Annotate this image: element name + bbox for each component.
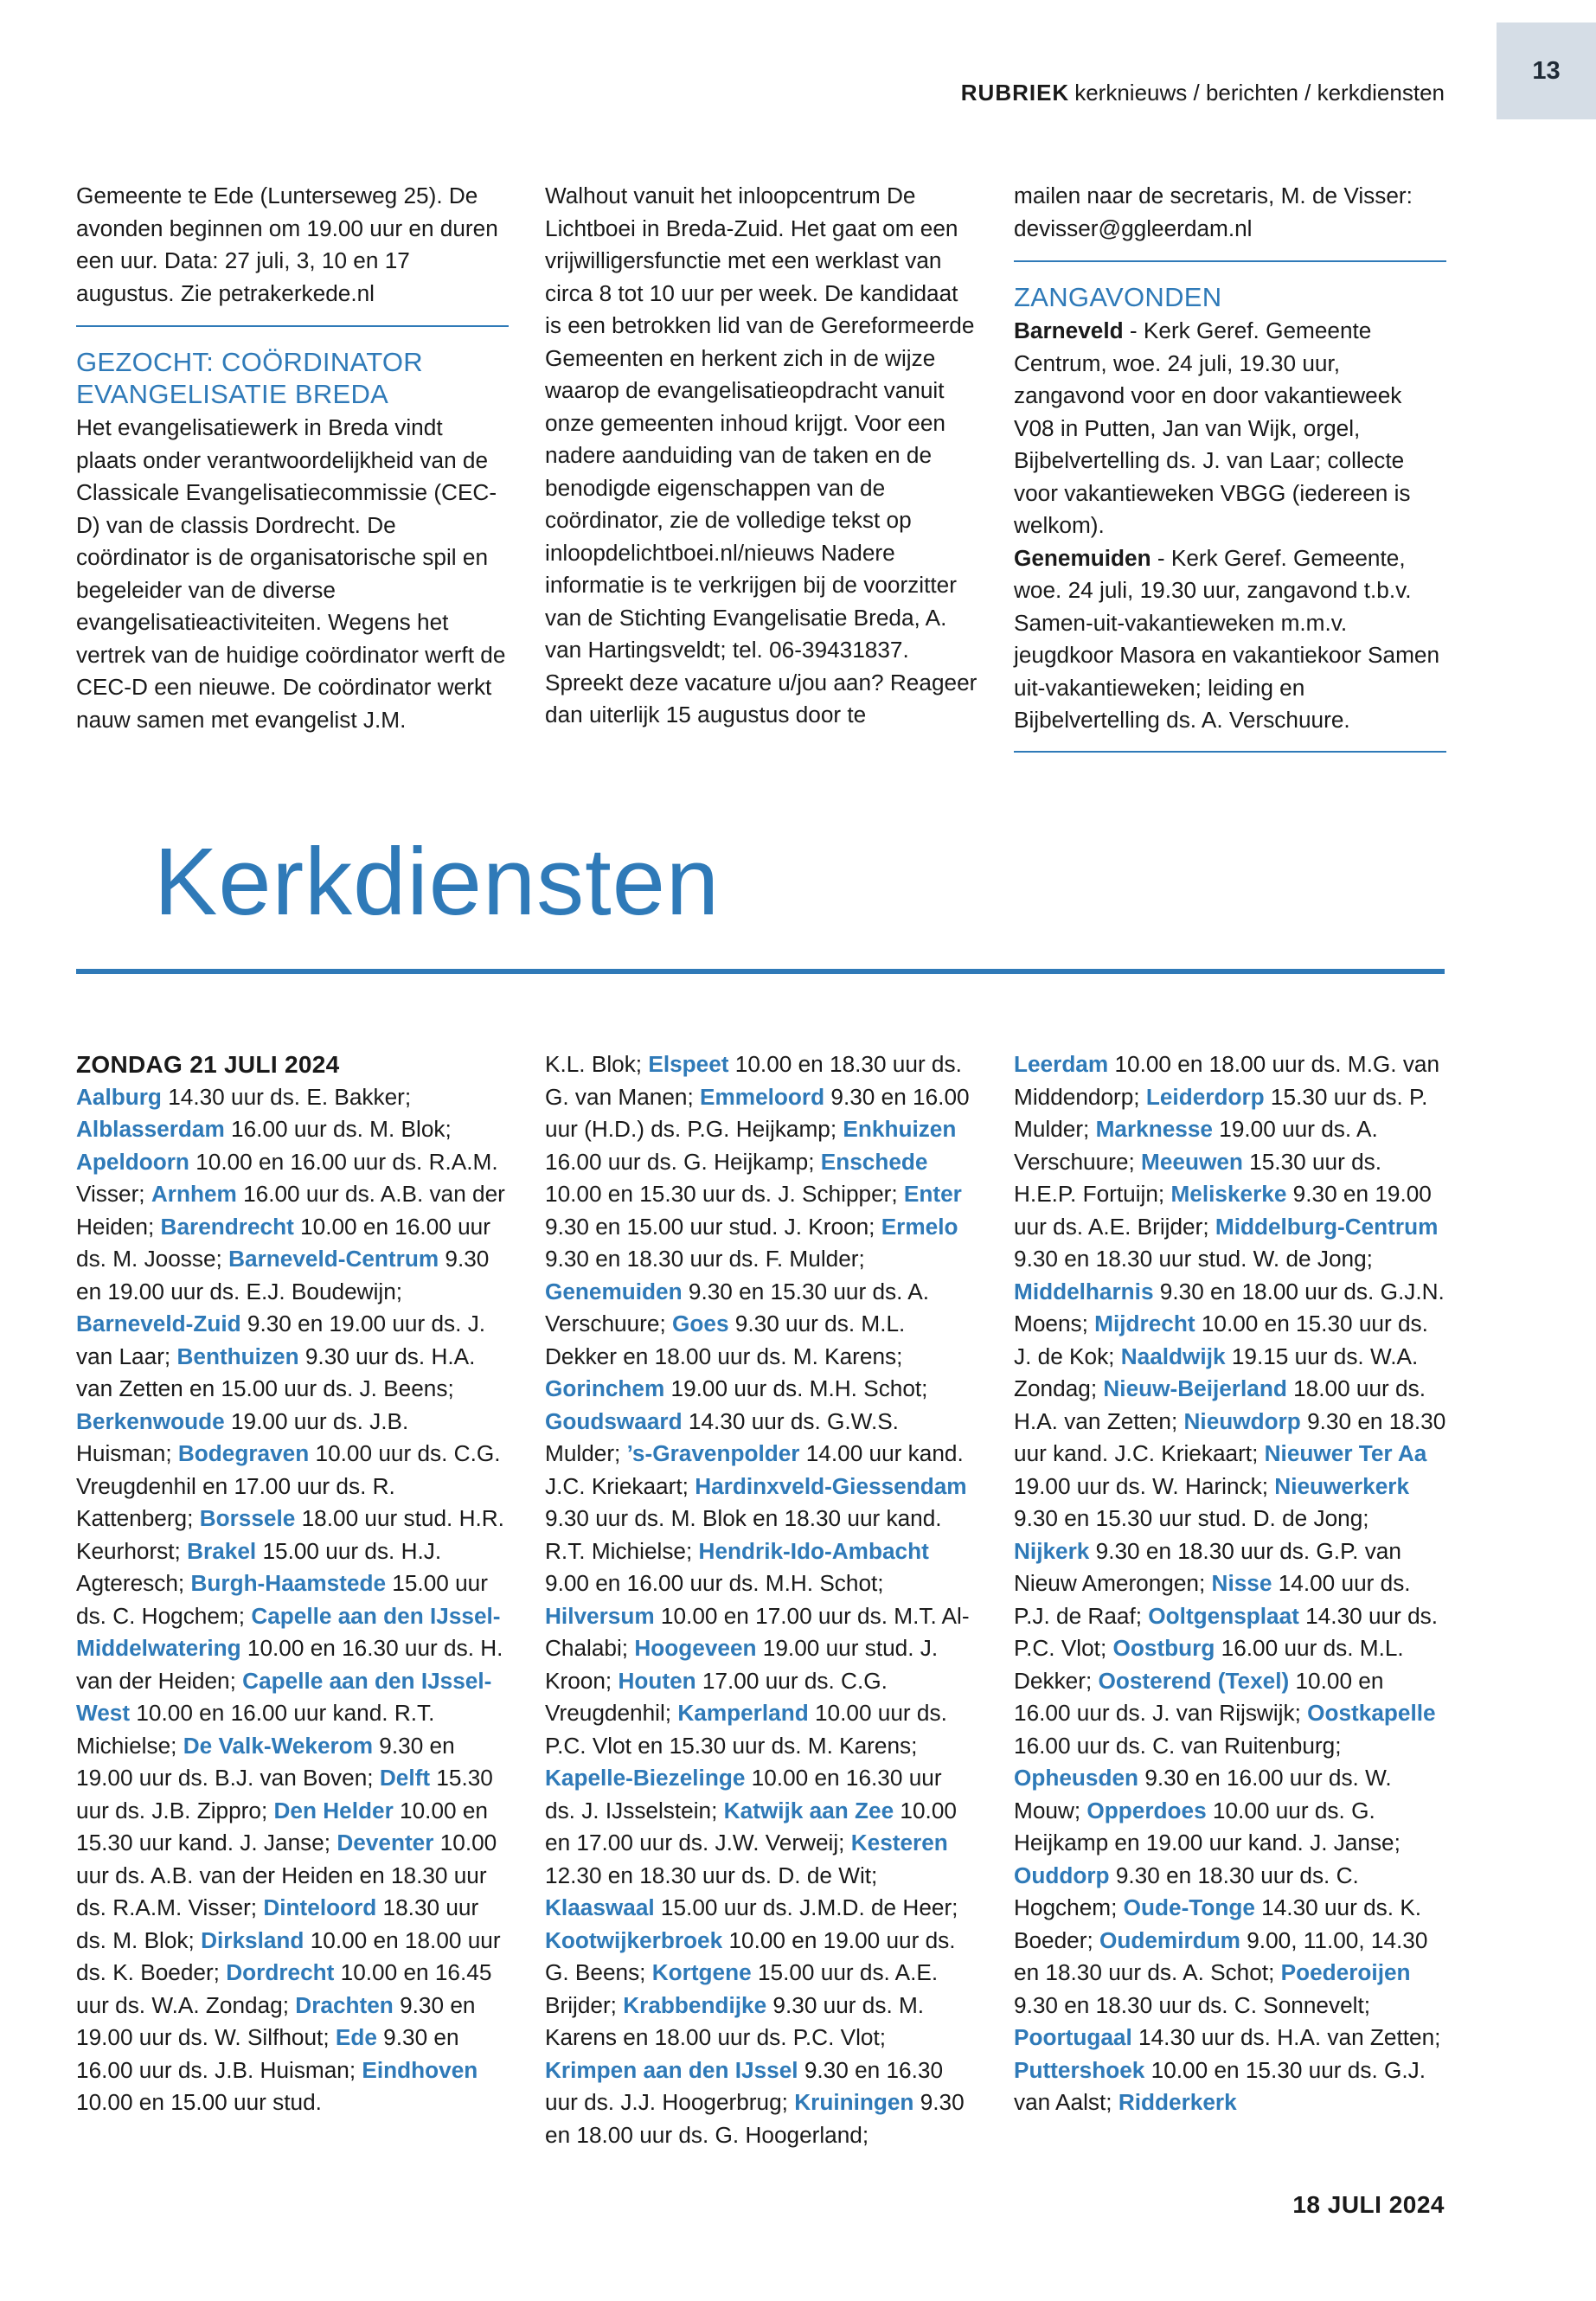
service-details: 14.30 uur ds. P.C. Vlot;	[1014, 1602, 1439, 1661]
top-column-3	[1014, 180, 1446, 737]
service-details: 10.00 en 15.00 uur stud.	[76, 2089, 322, 2115]
service-details: 14.30 uur ds. H.A. van Zetten;	[1131, 2024, 1441, 2050]
church-place: Opperdoes	[1086, 1797, 1207, 1823]
service-details: 19.15 uur ds. W.A. Zondag;	[1014, 1343, 1419, 1401]
church-place: Klaaswaal	[545, 1894, 655, 1920]
gezocht-body-part1: Het evangelisatiewerk in Breda vindt plaats onder verantwoordelijkheid van de Classicale Evangelisatiecommissie (CEC-D) van de classis Dordrecht. De coördinator is de organisatorische spil en begeleider van de diverse evangelisatieactiviteiten. Wegens het vertrek van de huidige coördinator werft de CEC-D een nieuwe. De coördinator werkt nauw samen met evangelist J.M.	[76, 414, 506, 733]
church-place: Hardinxveld-Giessendam	[695, 1472, 967, 1499]
church-place: Kruiningen	[794, 2089, 914, 2115]
service-details: 10.00 uur ds. P.C. Vlot en 15.30 uur ds. M. Karens;	[545, 1700, 947, 1759]
service-details: 9.30 uur ds. M. Karens en 18.00 uur ds. P.C. Vlot;	[545, 1991, 925, 2050]
church-place: Genemuiden	[545, 1278, 683, 1304]
service-details: 9.30 en 18.30 uur stud. W. de Jong;	[1014, 1246, 1373, 1272]
church-place: Oosterend (Texel)	[1098, 1667, 1290, 1694]
service-details: 9.30 en 19.00 uur ds. B.J. van Boven;	[76, 1732, 455, 1791]
church-place: Meliskerke	[1170, 1181, 1287, 1207]
service-details: 19.00 uur ds. M.H. Schot;	[664, 1375, 928, 1401]
church-place: Borssele	[199, 1505, 296, 1531]
church-place: Arnhem	[151, 1181, 237, 1207]
service-details: 16.00 uur ds. A.B. van der Heiden;	[76, 1181, 505, 1240]
service-details: 9.30 en 15.30 uur stud. D. de Jong;	[1014, 1505, 1369, 1531]
church-place: Enschede	[820, 1148, 928, 1175]
church-place: Marknesse	[1095, 1116, 1213, 1142]
church-place: Leerdam	[1014, 1051, 1109, 1077]
services-column-2	[545, 1048, 977, 2151]
kerkdiensten-title: Kerkdiensten	[154, 829, 721, 935]
service-details: 17.00 uur ds. C.G. Vreugdenhil;	[545, 1667, 888, 1726]
service-details: 10.00 en 15.30 uur ds. G.J. van Aalst;	[1014, 2056, 1426, 2115]
church-place: Ooltgensplaat	[1148, 1602, 1299, 1629]
church-place: Elspeet	[648, 1051, 729, 1077]
church-place: Nieuwdorp	[1183, 1407, 1301, 1434]
service-details: 9.30 en 19.00 uur ds. A.E. Brijder;	[1014, 1181, 1432, 1240]
service-details: K.L. Blok;	[545, 1051, 649, 1077]
service-date-heading: ZONDAG 21 JULI 2024	[76, 1051, 340, 1078]
church-place: Burgh-Haamstede	[190, 1570, 387, 1596]
service-details: 15.30 uur ds. P. Mulder;	[1014, 1083, 1428, 1142]
service-details: 10.00 en 16.00 uur kand. R.T. Michielse;	[76, 1700, 435, 1759]
church-place: Benthuizen	[176, 1343, 299, 1369]
zangavonden-heading: ZANGAVONDEN	[1014, 282, 1222, 312]
service-details: 10.00 uur ds. C.G. Vreugdenhil en 17.00 uur ds. R. Kattenberg;	[76, 1440, 501, 1531]
service-details: 10.00 en 18.30 uur ds. G. van Manen;	[545, 1051, 962, 1110]
service-details: 9.30 en 16.30 uur ds. J.J. Hoogerbrug;	[545, 2056, 944, 2115]
services-column-3	[1014, 1048, 1446, 2119]
service-details: 9.30 en 15.30 uur ds. A. Verschuure;	[545, 1278, 929, 1336]
church-place: Brakel	[187, 1537, 257, 1564]
church-place: Goudswaard	[545, 1407, 683, 1434]
service-list	[545, 1048, 977, 2151]
church-place: Goes	[672, 1311, 729, 1336]
church-place: Poederoijen	[1280, 1959, 1411, 1985]
service-details: 16.00 uur ds. M.L. Dekker;	[1014, 1635, 1404, 1694]
church-place: Meeuwen	[1141, 1148, 1243, 1175]
service-details: 14.30 uur ds. K. Boeder;	[1014, 1894, 1422, 1953]
service-details: 10.00 en 15.30 uur ds. J. de Kok;	[1014, 1311, 1428, 1369]
service-details: 9.30 en 19.00 uur ds. E.J. Boudewijn;	[76, 1246, 490, 1304]
service-details: 9.30 en 18.30 uur kand. J.C. Kriekaart;	[1014, 1407, 1446, 1466]
church-place: Deventer	[337, 1830, 434, 1856]
issue-date: 18 JULI 2024	[1292, 2191, 1445, 2218]
church-place: Kamperland	[677, 1700, 809, 1726]
page-number: 13	[1532, 56, 1561, 85]
church-place: Nisse	[1211, 1570, 1272, 1596]
service-details: 9.30 en 18.30 uur ds. C. Sonnevelt;	[1014, 1991, 1371, 2018]
church-place: Delft	[379, 1765, 431, 1791]
church-place: Dirksland	[201, 1926, 304, 1953]
service-details: 10.00 en 16.00 uur ds. M. Joosse;	[76, 1213, 490, 1272]
service-details: 9.30 en 18.30 uur ds. F. Mulder;	[545, 1246, 865, 1272]
service-details: 10.00 en 16.30 uur ds. J. IJsselstein;	[545, 1765, 942, 1823]
zangavond-item	[1014, 542, 1446, 737]
zangavond-place: Genemuiden	[1014, 544, 1151, 571]
church-place: Oostkapelle	[1307, 1700, 1436, 1726]
church-place: Bodegraven	[177, 1440, 310, 1466]
church-place: Leiderdorp	[1145, 1083, 1265, 1110]
ede-event-text: Gemeente te Ede (Lunterseweg 25). De avonden beginnen om 19.00 uur en duren een uur. Data: 27 juli, 3, 10 en 17 augustus. Zie petrakerkede.nl	[76, 183, 498, 306]
church-place: Ouddorp	[1014, 1862, 1110, 1888]
top-column-2	[545, 180, 977, 732]
church-place: Aalburg	[76, 1083, 162, 1110]
service-details: 9.30 en 18.30 uur ds. C. Hogchem;	[1014, 1862, 1359, 1920]
church-place: Nieuw-Beijerland	[1103, 1375, 1287, 1401]
zangavond-text: - Kerk Geref. Gemeente Centrum, woe. 24 juli, 19.30 uur, zangavond voor en door vakantieweek V08 in Putten, Jan van Wijk, orgel, Bijbelvertelling ds. J. van Laar; collecte voor vakantieweken VBGG (iedereen is welkom).	[1014, 317, 1411, 538]
divider	[1014, 260, 1446, 262]
church-place: Capelle aan den IJssel-West	[76, 1667, 492, 1726]
section-header	[961, 80, 1445, 106]
church-place: Enkhuizen	[843, 1116, 957, 1142]
service-details: 10.00 en 18.00 uur ds. M.G. van Middendorp;	[1014, 1051, 1440, 1110]
service-details: 9.30 en 19.00 uur ds. J. van Laar;	[76, 1311, 486, 1369]
service-details: 9.30 en 16.00 uur ds. W. Mouw;	[1014, 1765, 1392, 1823]
church-place: Apeldoorn	[76, 1148, 189, 1175]
page-number-tab	[1497, 22, 1596, 119]
church-place: Mijdrecht	[1094, 1311, 1195, 1336]
service-details: 19.00 uur stud. J. Kroon;	[545, 1635, 939, 1694]
service-details: 12.30 en 18.30 uur ds. D. de Wit;	[545, 1862, 878, 1888]
church-place: Hoogeveen	[634, 1635, 757, 1661]
church-place: Barneveld-Centrum	[228, 1246, 439, 1272]
church-place: Dordrecht	[226, 1959, 335, 1985]
service-details: 9.00, 11.00, 14.30 en 18.30 uur ds. A. Schot;	[1014, 1926, 1428, 1985]
church-place: Ermelo	[881, 1213, 958, 1240]
church-place: Drachten	[295, 1991, 394, 2018]
church-place: Houten	[618, 1667, 696, 1694]
gezocht-heading: GEZOCHT: COÖRDINATOR EVANGELISATIE BREDA	[76, 347, 423, 409]
service-details: 19.00 uur ds. A. Verschuure;	[1014, 1116, 1378, 1175]
rubriek-text: kerknieuws / berichten / kerkdiensten	[1074, 80, 1445, 106]
church-place: Hilversum	[545, 1602, 655, 1629]
service-details: 16.00 uur ds. G. Heijkamp;	[545, 1148, 821, 1175]
service-details: 15.30 uur ds. J.B. Zippro;	[76, 1765, 493, 1823]
service-details: 14.00 uur kand. J.C. Kriekaart;	[545, 1440, 964, 1499]
service-details: 14.30 uur ds. G.W.S. Mulder;	[545, 1407, 899, 1466]
gezocht-body-part2: Walhout vanuit het inloopcentrum De Lichtboei in Breda-Zuid. Het gaat om een vrijwilligersfunctie met een werklast van circa 8 tot 10 uur per week. De kandidaat is een betrokken lid van de Gereformeerde Gemeenten en herkent zich in de wijze waarop de evangelisatieopdracht vanuit onze gemeenten inhoud krijgt. Voor een nadere aanduiding van de taken en de benodigde eigenschappen van de coördinator, zie de volledige tekst op inloopdelichtboei.nl/nieuws Nadere informatie is te verkrijgen bij de voorzitter van de Stichting Evangelisatie Breda, A. van Hartingsveldt; tel. 06-39431837. Spreekt deze vacature u/jou aan? Reageer dan uiterlijk 15 augustus door te	[545, 183, 977, 727]
service-details: 10.00 uur ds. G. Heijkamp en 19.00 uur kand. J. Janse;	[1014, 1797, 1401, 1856]
divider	[1014, 751, 1446, 753]
service-details: 19.00 uur ds. J.B. Huisman;	[76, 1407, 409, 1466]
service-details: 9.30 en 19.00 uur ds. W. Silfhout;	[76, 1991, 476, 2050]
rubriek-label: RUBRIEK	[960, 80, 1070, 106]
service-details: 9.30 en 15.00 uur stud. J. Kroon;	[545, 1213, 881, 1240]
church-place: Poortugaal	[1014, 2024, 1132, 2050]
service-details: 16.00 uur ds. M. Blok;	[224, 1116, 452, 1142]
service-details: 9.30 en 16.00 uur ds. J.B. Huisman;	[76, 2024, 459, 2083]
church-place: Nieuwer Ter Aa	[1264, 1440, 1427, 1466]
church-place: Barendrecht	[160, 1213, 294, 1240]
service-details: 18.00 uur ds. H.A. van Zetten;	[1014, 1375, 1426, 1434]
service-details: 18.30 uur ds. M. Blok;	[76, 1894, 479, 1953]
church-place: De Valk-Wekerom	[183, 1732, 374, 1759]
service-details: 15.00 uur ds. J.M.D. de Heer;	[654, 1894, 958, 1920]
service-details: 9.30 uur ds. M.L. Dekker en 18.00 uur ds. M. Karens;	[545, 1311, 906, 1369]
church-place: Krimpen aan den IJssel	[545, 2056, 798, 2083]
service-details: 15.00 uur ds. H.J. Agteresch;	[76, 1537, 442, 1596]
service-details: 10.00 en 19.00 uur ds. G. Beens;	[545, 1926, 956, 1985]
divider	[76, 325, 509, 327]
church-place: Ede	[335, 2024, 377, 2050]
church-place: Puttershoek	[1014, 2056, 1145, 2083]
zangavond-place: Barneveld	[1014, 317, 1124, 343]
service-details: 10.00 en 17.00 uur ds. M.T. Al-Chalabi;	[545, 1602, 970, 1661]
church-place: Alblasserdam	[76, 1116, 225, 1142]
zangavond-text: - Kerk Geref. Gemeente, woe. 24 juli, 19.30 uur, zangavond t.b.v. Samen-uit-vakantieweken m.m.v. jeugdkoor Masora en vakantiekoor Samen uit-vakantieweken; leiding en Bijbelvertelling ds. A. Verschuure.	[1014, 544, 1440, 733]
zangavond-item	[1014, 315, 1446, 542]
church-place: Katwijk aan Zee	[723, 1797, 894, 1823]
service-details: 9.30 uur ds. H.A. van Zetten en 15.00 uur ds. J. Beens;	[76, 1343, 476, 1401]
church-place: Middelburg-Centrum	[1215, 1213, 1439, 1240]
service-details: 9.30 en 18.30 uur ds. G.P. van Nieuw Amerongen;	[1014, 1537, 1401, 1596]
church-place: Eindhoven	[362, 2056, 478, 2083]
service-details: 9.30 en 18.00 uur ds. G.J.N. Moens;	[1014, 1278, 1445, 1336]
church-place: Kortgene	[651, 1959, 752, 1985]
church-place: Den Helder	[273, 1797, 394, 1823]
service-details: 10.00 en 16.00 uur ds. R.A.M. Visser;	[76, 1148, 498, 1207]
church-place: ’s-Gravenpolder	[626, 1440, 800, 1466]
service-details: 15.00 uur ds. C. Hogchem;	[76, 1570, 488, 1629]
church-place: Oostburg	[1112, 1635, 1215, 1661]
service-details: 19.00 uur ds. W. Harinck;	[1014, 1472, 1275, 1499]
service-details: 10.00 uur ds. A.B. van der Heiden en 18.30 uur ds. R.A.M. Visser;	[76, 1830, 497, 1920]
service-details: 9.30 uur ds. M. Blok en 18.30 uur kand. R.T. Michielse;	[545, 1505, 942, 1564]
church-place: Barneveld-Zuid	[76, 1311, 241, 1336]
church-place: Capelle aan den IJssel-Middelwatering	[76, 1602, 501, 1661]
church-place: Kootwijkerbroek	[545, 1926, 723, 1953]
service-details: 14.30 uur ds. E. Bakker;	[161, 1083, 412, 1110]
service-details: 9.30 en 18.00 uur ds. G. Hoogerland;	[545, 2089, 965, 2148]
service-details: 10.00 en 16.30 uur ds. H. van der Heiden;	[76, 1635, 503, 1694]
service-details: 9.30 en 16.00 uur (H.D.) ds. P.G. Heijkamp;	[545, 1083, 970, 1142]
church-place: Hendrik-Ido-Ambacht	[698, 1537, 929, 1564]
title-rule	[76, 969, 1445, 974]
church-place: Kesteren	[850, 1830, 948, 1856]
service-details: 10.00 en 15.30 uur kand. J. Janse;	[76, 1797, 488, 1856]
service-details: 10.00 en 17.00 uur ds. J.W. Verweij;	[545, 1797, 957, 1856]
service-list	[76, 1081, 509, 2119]
top-column-1	[76, 180, 509, 736]
church-place: Dinteloord	[263, 1894, 377, 1920]
service-details: 10.00 en 15.30 uur ds. J. Schipper;	[545, 1181, 904, 1207]
service-details: 18.00 uur stud. H.R. Keurhorst;	[76, 1505, 504, 1564]
church-place: Gorinchem	[545, 1375, 665, 1401]
contact-text: mailen naar de secretaris, M. de Visser: devisser@ggleerdam.nl	[1014, 183, 1413, 241]
service-details: 14.00 uur ds. P.J. de Raaf;	[1014, 1570, 1411, 1629]
service-details: 10.00 en 18.00 uur ds. K. Boeder;	[76, 1926, 501, 1985]
church-place: Kapelle-Biezelinge	[545, 1765, 746, 1791]
church-place: Nieuwerkerk	[1274, 1472, 1410, 1499]
church-place: Middelharnis	[1014, 1278, 1154, 1304]
church-place: Nijkerk	[1014, 1537, 1090, 1564]
church-place: Enter	[903, 1181, 962, 1207]
church-place: Krabbendijke	[623, 1991, 767, 2018]
service-details: 16.00 uur ds. C. van Ruitenburg;	[1014, 1732, 1342, 1759]
church-place: Emmeloord	[700, 1083, 825, 1110]
service-details: 15.30 uur ds. H.E.P. Fortuijn;	[1014, 1148, 1382, 1207]
church-place: Berkenwoude	[76, 1407, 225, 1434]
service-details: 15.00 uur ds. A.E. Brijder;	[545, 1959, 939, 2018]
service-details: 10.00 en 16.45 uur ds. W.A. Zondag;	[76, 1959, 492, 2018]
service-list	[1014, 1048, 1446, 2119]
church-place: Opheusden	[1014, 1765, 1139, 1791]
services-column-1	[76, 1048, 509, 2119]
service-details: 9.00 en 16.00 uur ds. M.H. Schot;	[545, 1570, 884, 1596]
service-details: 10.00 en 16.00 uur ds. J. van Rijswijk;	[1014, 1667, 1384, 1726]
church-place: Ridderkerk	[1118, 2089, 1237, 2115]
church-place: Oudemirdum	[1099, 1926, 1240, 1953]
church-place: Oude-Tonge	[1123, 1894, 1255, 1920]
church-place: Naaldwijk	[1120, 1343, 1226, 1369]
